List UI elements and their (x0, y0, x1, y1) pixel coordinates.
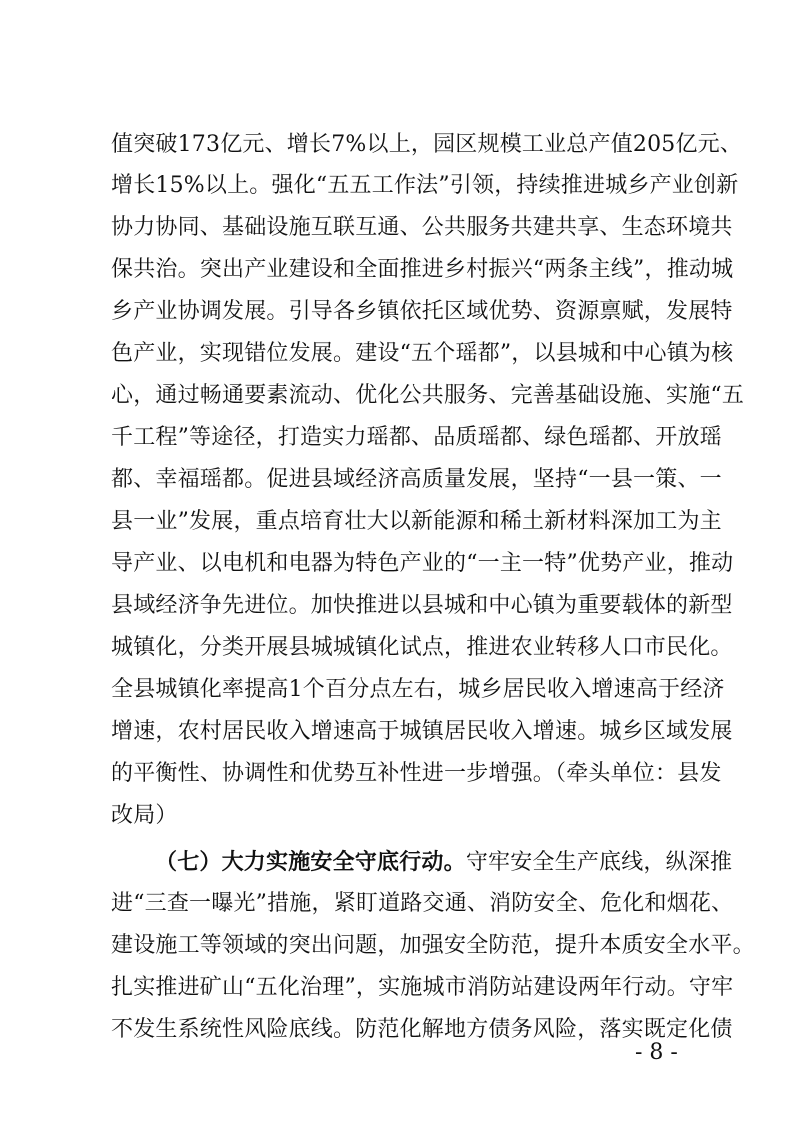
section-7-line: 建设施工等领域的突出问题，加强安全防范，提升本质安全水平。 (111, 933, 755, 958)
body-line: 县域经济争先进位。加快推进以县城和中心镇为重要载体的新型 (111, 593, 733, 618)
body-line: 县一业”发展，重点培育壮大以新能源和稀土新材料深加工为主 (111, 509, 722, 534)
body-line: 值突破173亿元、增长7%以上，园区规模工业总产值205亿元、 (111, 132, 743, 157)
body-line-last: 改局） (111, 803, 178, 828)
body-line: 的平衡性、协调性和优势互补性进一步增强。（牵头单位：县发 (111, 761, 722, 786)
body-line: 都、幸福瑶都。促进县域经济高质量发展，坚持“一县一策、一 (111, 467, 722, 492)
body-line: 导产业、以电机和电器为特色产业的“一主一特”优势产业，推动 (111, 551, 734, 576)
section-7-first-line (155, 848, 733, 876)
body-line: 协力协同、基础设施互联互通、公共服务共建共享、生态环境共 (111, 215, 733, 240)
body-line: 增长15%以上。强化“五五工作法”引领，持续推进城乡产业创新 (111, 173, 739, 198)
body-line: 增速，农村居民收入增速高于城镇居民收入增速。城乡区域发展 (111, 719, 733, 744)
body-line: 城镇化，分类开展县城城镇化试点，推进农业转移人口市民化。 (111, 635, 733, 660)
section-7-line: 不发生系统性风险底线。防范化解地方债务风险，落实既定化债 (111, 1017, 733, 1042)
section-7-line: 扎实推进矿山“五化治理”，实施城市消防站建设两年行动。守牢 (111, 975, 734, 1000)
body-line: 全县城镇化率提高1个百分点左右，城乡居民收入增速高于经济 (111, 677, 725, 702)
section-7-heading: （七）大力实施安全守底行动。 (155, 849, 466, 875)
body-line: 心，通过畅通要素流动、优化公共服务、完善基础设施、实施“五 (111, 383, 745, 408)
section-7-line: 进“三查一曝光”措施，紧盯道路交通、消防安全、危化和烟花、 (111, 891, 734, 916)
page-number: - 8 - (635, 1040, 678, 1065)
body-line: 保共治。突出产业建设和全面推进乡村振兴“两条主线”，推动城 (111, 257, 734, 282)
body-line: 乡产业协调发展。引导各乡镇依托区域优势、资源禀赋，发展特 (111, 299, 733, 324)
body-line: 色产业，实现错位发展。建设“五个瑶都”，以县城和中心镇为核 (111, 341, 734, 366)
body-line: 千工程”等途径，打造实力瑶都、品质瑶都、绿色瑶都、开放瑶 (111, 425, 722, 450)
section-7-first-line-text: 守牢安全生产底线，纵深推 (465, 850, 733, 875)
